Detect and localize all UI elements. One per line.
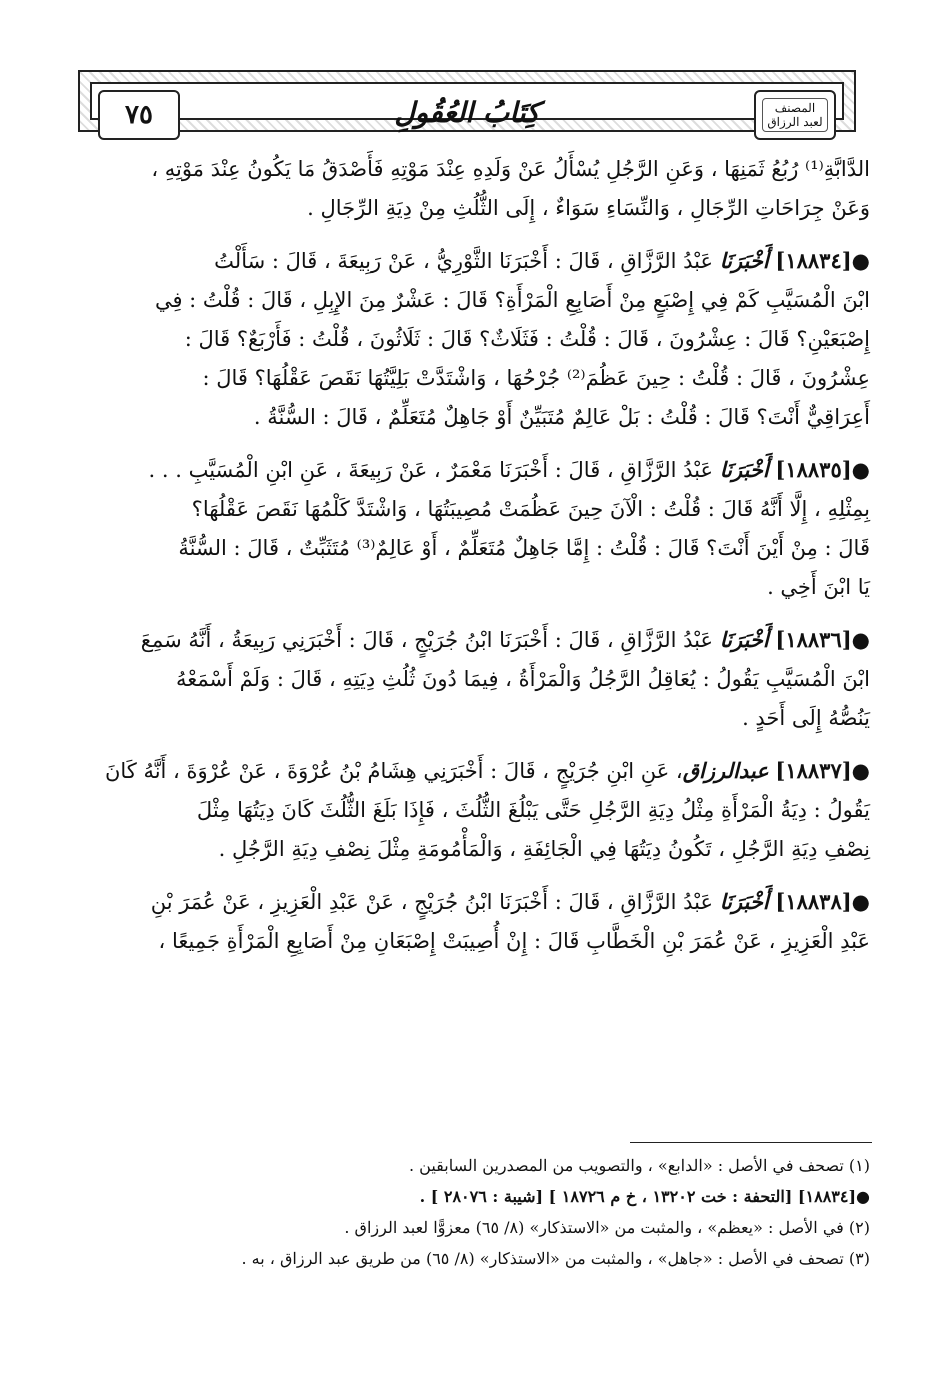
abdurrazzaq: عبدالرزاق [682,758,769,783]
hadith-18835 [70,450,870,607]
text-line: ابْنَ الْمُسَيَّبِ كَمْ فِي إِصْبَعٍ مِنْ أَصَابِعِ الْمَرْأَةِ؟ قَالَ : عَشْرٌ مِنَ الإِبِلِ ، قَالَ : قُلْتُ : فِي [154,288,870,312]
text-line: وَعَنْ جِرَاحَاتِ الرِّجَالِ ، وَالنِّسَاءِ سَوَاءٌ ، إِلَى الثُّلُثِ مِنْ دِيَةِ الرِّجَالِ . [307,196,870,220]
akhbarana: أَخْبَرَنَا [719,457,769,482]
text-line: ، عَنِ ابْنِ جُرَيْجٍ ، قَالَ : أَخْبَرَنِي هِشَامُ بْنُ عُرْوَةَ ، عَنْ عُرْوَةَ ، أَنَّهُ كَانَ [104,759,683,783]
hadith-number: ●[١٨٨٣٦] [775,627,870,652]
akhbarana: أَخْبَرَنَا [719,889,769,914]
text-line: الدَّابَّةِ⁽¹⁾ رُبُعُ ثَمَنِهَا ، وَعَنِ الرَّجُلِ يُسْأَلُ عَنْ وَلَدِهِ عِنْدَ مَوْتِهِ فَأَصْدَقُ مَا يَكُونُ عِنْدَ مَوْتِهِ ، [151,157,870,181]
paragraph-continuation [70,150,870,228]
footnote-reference: ●[١٨٨٣٤] [التحفة : خت ١٣٢٠٢ ، خ م ١٨٧٢٦ ] [شيبة : ٢٨٠٧٦ ] . [419,1187,870,1206]
page-number: ٧٥ [98,90,180,140]
text-line: عِشْرُونَ ، قَالَ : قُلْتُ : حِينَ عَظُمَ⁽²⁾ جُرْحُهَا ، وَاشْتَدَّتْ بَلِيَّتُهَا نَقَصَ عَقْلُهَا؟ قَالَ : [202,366,870,390]
text-line: عَبْدُ الرَّزَّاقِ ، قَالَ : أَخْبَرَنَا الثَّوْرِيُّ ، عَنْ رَبِيعَةَ ، قَالَ : سَأَلْتُ [214,249,714,273]
footnote-2: (٢) في الأصل : «يعظم» ، والمثبت من «الاستذكار» (٨/ ٦٥) معزوًّا لعبد الرزاق . [344,1218,870,1237]
footnote-1: (١) تصحف في الأصل : «الدابع» ، والتصويب من المصدرين السابقين . [408,1156,870,1175]
footnote-separator [630,1142,872,1143]
text-line: قَالَ : مِنْ أَيْنَ أَنْتَ؟ قَالَ : قُلْتُ : إِمَّا جَاهِلٌ مُتَعَلِّمٌ ، أَوْ عَالِمٌ⁽³⁾ مُتَثَبِّتٌ ، قَالَ : السُّنَّةُ [178,536,870,560]
page-header [78,70,856,132]
book-title: كِتَابُ العُقُولِ [394,96,540,129]
hadith-number: ●[١٨٨٣٨] [775,889,870,914]
publisher-seal [754,90,836,140]
hadith-number: ●[١٨٨٣٤] [775,248,870,273]
hadith-number: ●[١٨٨٣٥] [775,457,870,482]
text-line: أَعِرَاقِيٌّ أَنْتَ؟ قَالَ : قُلْتُ : بَلْ عَالِمٌ مُتَبَيِّنٌ أَوْ جَاهِلٌ مُتَعَلِّمٌ ، قَالَ : السُّنَّةُ . [253,405,870,429]
text-line: عَبْدُ الرَّزَّاقِ ، قَالَ : أَخْبَرَنَا ابْنُ جُرَيْجٍ ، عَنْ عَبْدِ الْعَزِيزِ ، عَنْ عُمَرَ بْنِ [150,890,714,914]
hadith-18838 [70,882,870,961]
text-line: يَا ابْنَ أَخِي . [767,575,870,599]
text-line: عَبْدُ الرَّزَّاقِ ، قَالَ : أَخْبَرَنَا مَعْمَرٌ ، عَنْ رَبِيعَةَ ، عَنِ ابْنِ الْمُسَيَّبِ . . . [148,458,714,482]
akhbarana: أَخْبَرَنَا [719,627,769,652]
seal-line-2: لعبد الرزاق [767,115,823,129]
text-line: إِصْبَعَيْنِ؟ قَالَ : عِشْرُونَ ، قَالَ : قُلْتُ : فَثَلَاثٌ؟ قَالَ : ثَلَاثُونَ ، قُلْتُ : فَأَرْبَعٌ؟ قَالَ : [184,327,870,351]
text-line: ابْنَ الْمُسَيَّبِ يَقُولُ : يُعَاقِلُ الرَّجُلُ وَالْمَرْأَةُ ، فِيمَا دُونَ ثُلُثِ دِيَتِهِ ، قَالَ : وَلَمْ أَسْمَعْهُ [176,667,870,691]
hadith-18834 [70,241,870,437]
text-line: بِمِثْلِهِ ، إِلَّا أَنَّهُ قَالَ : قُلْتُ : الْآنَ حِينَ عَظُمَتْ مُصِيبَتُهَا ، وَاشْتَدَّ كَلْمُهَا نَقَصَ عَقْلُهَا؟ [191,497,870,521]
text-line: عَبْدُ الرَّزَّاقِ ، قَالَ : أَخْبَرَنَا ابْنُ جُرَيْجٍ ، قَالَ : أَخْبَرَنِي رَبِيعَةُ ، أَنَّهُ سَمِعَ [140,628,714,652]
text-line: عَبْدِ الْعَزِيزِ ، عَنْ عُمَرَ بْنِ الْخَطَّابِ قَالَ : إِنْ أُصِيبَتْ إِصْبَعَانِ مِنْ أَصَابِعِ الْمَرْأَةِ جَمِيعًا ، [158,929,870,953]
footnote-3: (٣) تصحف في الأصل : «جاهل» ، والمثبت من «الاستذكار» (٨/ ٦٥) من طريق عبد الرزاق ، به . [241,1249,870,1268]
hadith-18836 [70,620,870,738]
text-line: يَنُصُّهُ إِلَى أَحَدٍ . [742,706,870,730]
footnotes [70,1150,870,1274]
hadith-18837 [70,751,870,869]
header-frame [90,82,844,130]
text-line: يَقُولُ : دِيَةُ الْمَرْأَةِ مِثْلُ دِيَةِ الرَّجُلِ حَتَّى يَبْلُغَ الثُّلُثَ ، فَإِذَا بَلَغَ الثُّلُثَ كَانَ دِيَتُهَا مِثْلَ [196,798,870,822]
akhbarana: أَخْبَرَنَا [719,248,769,273]
text-line: نِصْفِ دِيَةِ الرَّجُلِ ، تَكُونُ دِيَتُهَا فِي الْجَائِفَةِ ، وَالْمَأْمُومَةِ مِثْلَ نِصْفِ دِيَةِ الرَّجُلِ . [218,837,870,861]
hadith-number: ●[١٨٨٣٧] [775,758,870,783]
seal-line-1: المصنف [774,101,816,115]
main-text [70,150,870,974]
